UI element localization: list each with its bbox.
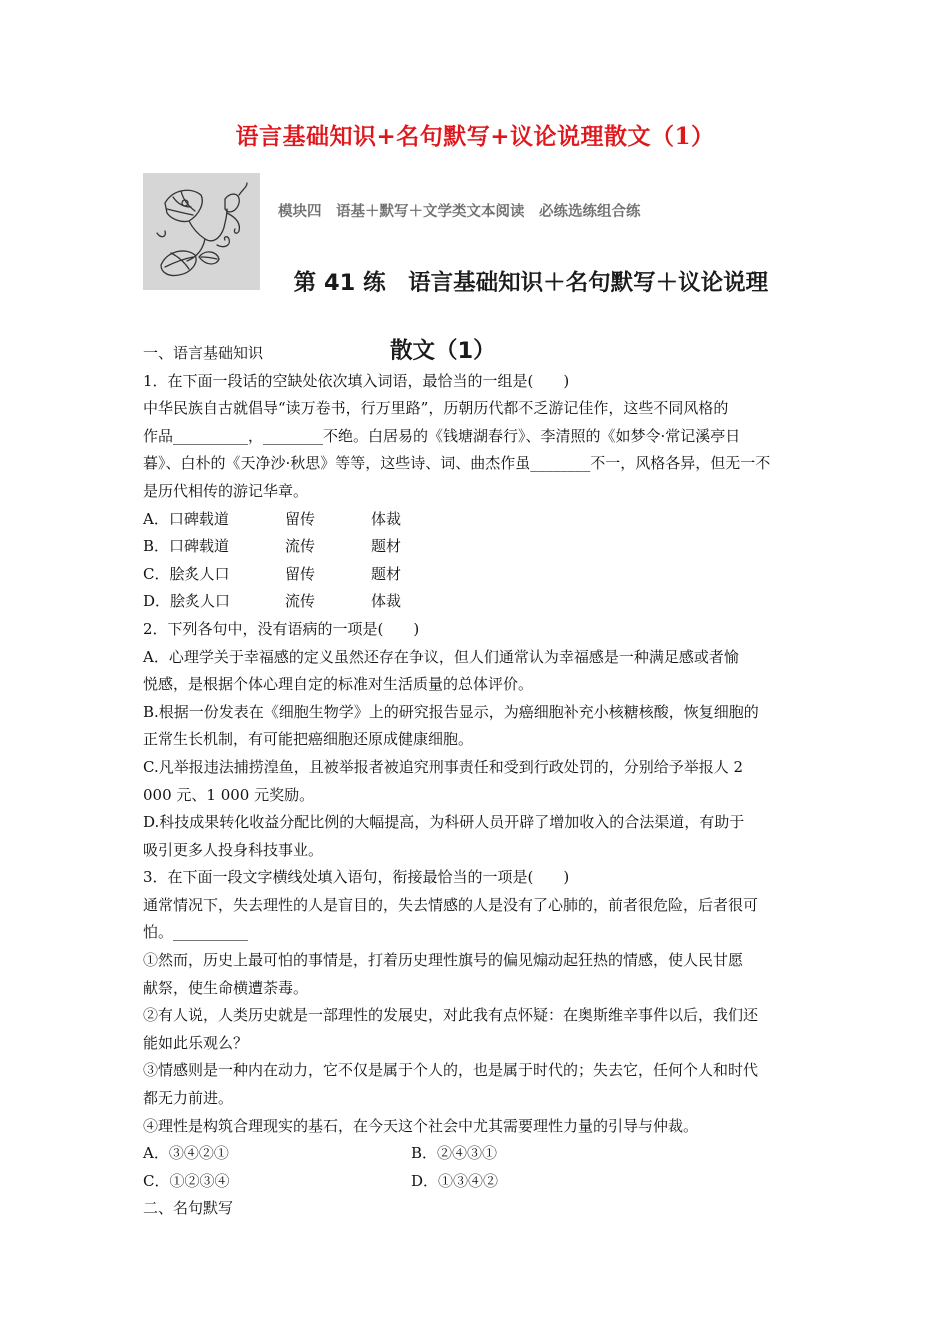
option-word: 流传 bbox=[285, 537, 316, 556]
sentence-1: 献祭，使生命横遭荼毒。 bbox=[143, 978, 309, 997]
sentence-1: ①然而，历史上最可怕的事情是，打着历史理性旗号的偏见煽动起狂热的情感，使人民甘愿 bbox=[143, 951, 744, 970]
lesson-title-line1: 第 41 练 语言基础知识＋名句默写＋议论说理 bbox=[293, 270, 769, 296]
option-d-line: D.科技成果转化收益分配比例的大幅提高，为科研人员开辟了增加收入的合法渠道，有助于 bbox=[143, 813, 745, 832]
option-word: 流传 bbox=[285, 592, 316, 611]
morning-glory-flower-icon bbox=[143, 173, 260, 290]
option-a bbox=[143, 506, 815, 534]
option-word: A．口碑载道 bbox=[143, 509, 229, 528]
passage-line: 中华民族自古就倡导“读万卷书，行万里路”，历朝历代都不乏游记佳作，这些不同风格的 bbox=[143, 399, 729, 418]
passage-line: 作品__________，________不绝。白居易的《钱塘湖春行》、李清照的《如梦令·常记溪亭日 bbox=[143, 426, 741, 445]
option-c-line: 000 元、1 000 元奖励。 bbox=[143, 785, 315, 804]
option-word: B．口碑载道 bbox=[143, 537, 230, 556]
option-word: 题材 bbox=[371, 537, 402, 556]
module-subtitle: 模块四 语基＋默写＋文学类文本阅读 必练选练组合练 bbox=[278, 204, 641, 220]
sentence-3: 都无力前进。 bbox=[143, 1089, 234, 1108]
document-title: 语言基础知识+名句默写+议论说理散文（1） bbox=[235, 123, 715, 150]
passage-line: 是历代相传的游记华章。 bbox=[143, 481, 309, 500]
option-word: 体裁 bbox=[371, 509, 402, 528]
question-stem: 3．在下面一段文字横线处填入语句，衔接最恰当的一项是( ) bbox=[143, 868, 570, 887]
option-word: 体裁 bbox=[371, 592, 402, 611]
option-b bbox=[143, 533, 815, 561]
passage-line: 通常情况下，失去理性的人是盲目的，失去情感的人是没有了心肺的，前者很危险，后者很可 bbox=[143, 895, 759, 914]
passage-line: 怕。__________ bbox=[143, 923, 249, 942]
option-word: 留传 bbox=[285, 509, 316, 528]
lesson-title-line2: 散文（1） bbox=[390, 338, 496, 364]
logo-box bbox=[143, 173, 260, 290]
sentence-3: ③情感则是一种内在动力，它不仅是属于个人的，也是属于时代的；失去它，任何个人和时代 bbox=[143, 1061, 759, 1080]
options-row bbox=[143, 1140, 815, 1168]
sentence-2: 能如此乐观么？ bbox=[143, 1033, 249, 1052]
option-b: B．②④③① bbox=[411, 1144, 498, 1163]
option-word: 题材 bbox=[371, 564, 402, 583]
option-word: C．脍炙人口 bbox=[143, 564, 230, 583]
option-d-line: 吸引更多人投身科技事业。 bbox=[143, 840, 324, 859]
option-b-line: 正常生长机制，有可能把癌细胞还原成健康细胞。 bbox=[143, 730, 474, 749]
question-stem: 1．在下面一段话的空缺处依次填入词语，最恰当的一组是( ) bbox=[143, 371, 570, 390]
document-body bbox=[143, 340, 815, 1223]
options-row bbox=[143, 1168, 815, 1196]
option-a: A．③④②① bbox=[143, 1144, 229, 1163]
sentence-2: ②有人说，人类历史就是一部理性的发展史，对此我有点怀疑：在奥斯维辛事件以后，我们还 bbox=[143, 1006, 759, 1025]
section-heading: 一、语言基础知识 bbox=[143, 344, 264, 362]
option-b-line: B.根据一份发表在《细胞生物学》上的研究报告显示，为癌细胞补充小核糖核酸，恢复细胞的 bbox=[143, 702, 759, 721]
question-stem: 2．下列各句中，没有语病的一项是( ) bbox=[143, 619, 420, 638]
passage-line: 暮》、白朴的《天净沙·秋思》等等，这些诗、词、曲杰作虽________不一，风格各异，但无一不 bbox=[143, 454, 771, 473]
option-c bbox=[143, 561, 815, 589]
option-a-line: A．心理学关于幸福感的定义虽然还存在争议，但人们通常认为幸福感是一种满足感或者愉 bbox=[143, 647, 739, 666]
option-c: C．①②③④ bbox=[143, 1171, 230, 1190]
option-c-line: C.凡举报违法捕捞湟鱼，且被举报者被追究刑事责任和受到行政处罚的，分别给予举报人 2 bbox=[143, 757, 744, 776]
option-word: 留传 bbox=[285, 564, 316, 583]
option-d bbox=[143, 588, 815, 616]
option-a-line: 悦感，是根据个体心理自定的标准对生活质量的总体评价。 bbox=[143, 675, 534, 694]
section-heading: 二、名句默写 bbox=[143, 1199, 234, 1218]
option-d: D．①③④② bbox=[411, 1171, 499, 1190]
option-word: D．脍炙人口 bbox=[143, 592, 231, 611]
sentence-4: ④理性是构筑合理现实的基石，在今天这个社会中尤其需要理性力量的引导与仲裁。 bbox=[143, 1116, 699, 1135]
